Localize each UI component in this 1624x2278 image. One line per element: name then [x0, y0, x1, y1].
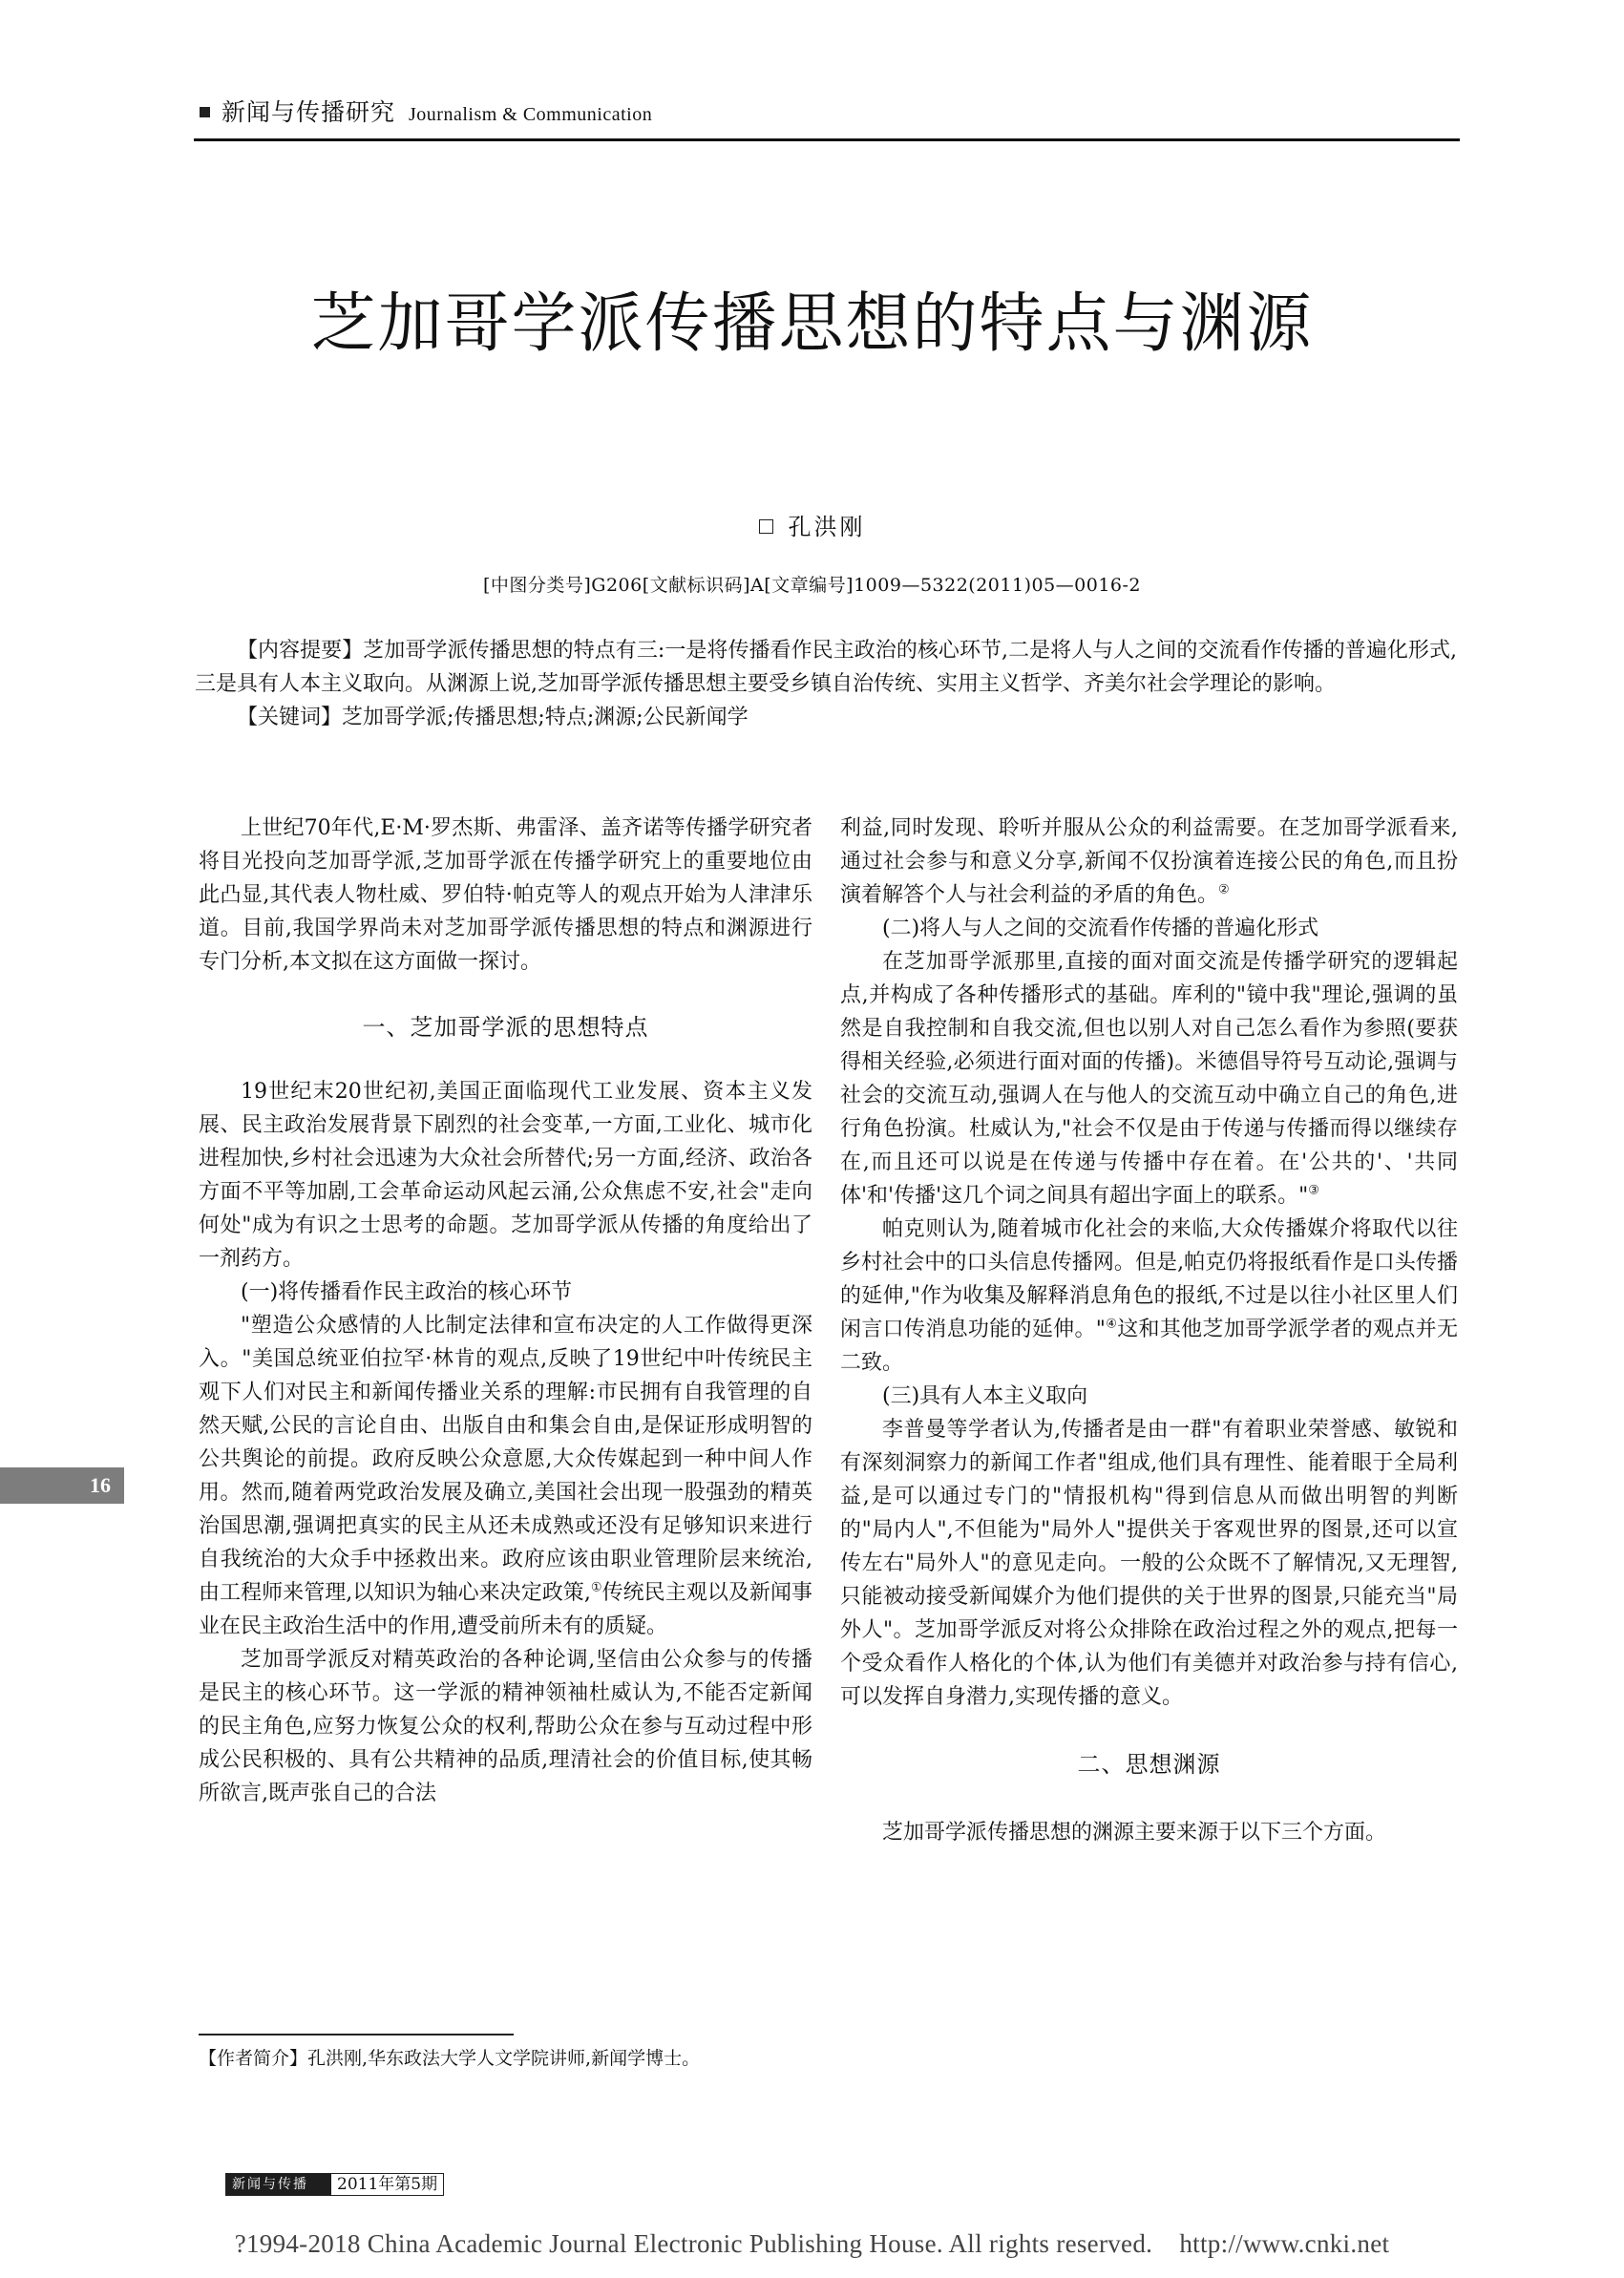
header-square-icon	[200, 107, 210, 117]
sub3-heading: (三)具有人本主义取向	[882, 1384, 1088, 1408]
sub2-paragraph-1	[840, 945, 1458, 1213]
journal-header	[221, 94, 652, 128]
page-number-tab: 16	[0, 1467, 124, 1504]
sub2-heading: (二)将人与人之间的交流看作传播的普遍化形式	[882, 917, 1319, 940]
right-paragraph-1	[840, 812, 1458, 912]
sub1-paragraph-1	[199, 1309, 812, 1643]
sub1-paragraph-2: 芝加哥学派反对精英政治的各种论调,坚信由公众参与的传播是民主的核心环节。这一学派的精神领袖杜威认为,不能否定新闻的民主角色,应努力恢复公众的权利,帮助公众在参与互动过程中形成公民积极的、具有公共精神的品质,理清社会的价值目标,使其畅所欲言,既声张自己的合法	[199, 1648, 812, 1805]
header-rule	[194, 138, 1460, 141]
abstract-keywords: 【关键词】芝加哥学派;传播思想;特点;渊源;公民新闻学	[237, 706, 749, 729]
sub2-text-end: 这和其他芝加哥学派学者的观点并无二致。	[840, 1318, 1458, 1375]
author-name: 孔洪刚	[788, 514, 866, 540]
author-box-icon	[759, 519, 773, 534]
section1-paragraph: 19世纪末20世纪初,美国正面临现代工业发展、资本主义发展、民主政治发展背景下剧烈的社会变革,一方面,工业化、城市化进程加快,乡村社会迅速为大众社会所替代;另一方面,经济、政治各方面不平等加剧,工会革命运动风起云涌,公众焦虑不安,社会"走向何处"成为有识之士思考的命题。芝加哥学派从传播的角度给出了一剂药方。	[199, 1080, 812, 1271]
abstract-block	[195, 634, 1457, 734]
footnote-ref-2: ②	[1218, 882, 1230, 897]
sub1-heading: (一)将传播看作民主政治的核心环节	[241, 1280, 573, 1304]
intro-paragraph: 上世纪70年代,E·M·罗杰斯、弗雷泽、盖齐诺等传播学研究者将目光投向芝加哥学派,芝加哥学派在传播学研究上的重要地位由此凸显,其代表人物杜威、罗伯特·帕克等人的观点开始为人津津乐道。目前,我国学界尚未对芝加哥学派传播思想的特点和渊源进行专门分析,本文拟在这方面做一探讨。	[199, 816, 812, 974]
footnote-ref-3: ③	[1308, 1183, 1319, 1198]
right-column	[840, 812, 1458, 1849]
right-p1-text: 利益,同时发现、聆听并服从公众的利益需要。在芝加哥学派看来,通过社会参与和意义分享,新闻不仅扮演着连接公民的角色,而且扮演着解答个人与社会利益的矛盾的角色。	[840, 816, 1458, 907]
journal-name-en: Journalism & Communication	[409, 104, 653, 125]
journal-name-cn: 新闻与传播研究	[221, 98, 396, 126]
left-column	[199, 812, 812, 1810]
sub2-text: 在芝加哥学派那里,直接的面对面交流是传播学研究的逻辑起点,并构成了各种传播形式的基础。库利的"镜中我"理论,强调的虽然是自我控制和自我交流,但也以别人对自己怎么看作为参照(要获得相关经验,必须进行面对面的传播)。米德倡导符号互动论,强调与社会的交流互动,强调人在与他人的交流互动中确立自己的角色,进行角色扮演。杜威认为,"社会不仅是由于传递与传播而得以继续存在,而且还可以说是在传递与传播中存在着。在'公共的'、'共同体'和'传播'这几个词之间具有超出字面上的联系。"	[840, 950, 1458, 1208]
section2-paragraph: 芝加哥学派传播思想的渊源主要来源于以下三个方面。	[882, 1821, 1387, 1845]
footnote-ref-1: ①	[590, 1580, 602, 1595]
abstract-summary: 【内容提要】芝加哥学派传播思想的特点有三:一是将传播看作民主政治的核心环节,二是将人与人之间的交流看作传播的普遍化形式,三是具有人本主义取向。从渊源上说,芝加哥学派传播思想主要受乡镇自治传统、实用主义哲学、齐美尔社会学理论的影响。	[195, 639, 1457, 696]
sub1-text: "塑造公众感情的人比制定法律和宣布决定的人工作做得更深入。"美国总统亚伯拉罕·林肯的观点,反映了19世纪中叶传统民主观下人们对民主和新闻传播业关系的理解:市民拥有自我管理的自然天赋,公民的言论自由、出版自由和集会自由,是保证形成明智的公共舆论的前提。政府反映公众意愿,大众传媒起到一种中间人作用。然而,随着两党政治发展及确立,美国社会出现一股强劲的精英治国思潮,强调把真实的民主从还未成熟或还没有足够知识来进行自我统治的大众手中拯救出来。政府应该由职业管理阶层来统治,由工程师来管理,以知识为轴心来决定政策,	[199, 1314, 812, 1605]
sub3-paragraph: 李普曼等学者认为,传播者是由一群"有着职业荣誉感、敏锐和有深刻洞察力的新闻工作者"组成,他们具有理性、能着眼于全局利益,是可以通过专门的"情报机构"得到信息从而做出明智的判断的"局内人",不但能为"局外人"提供关于客观世界的图景,还可以宣传左右"局外人"的意见走向。一般的公众既不了解情况,又无理智,只能被动接受新闻媒介为他们提供的关于世界的图景,只能充当"局外人"。芝加哥学派反对将公众排除在政治过程之外的观点,把每一个受众看作人格化的个体,认为他们有美德并对政治参与持有信心,可以发挥自身潜力,实现传播的意义。	[840, 1418, 1458, 1709]
section2-heading: 二、思想渊源	[1077, 1751, 1221, 1778]
classification-line: [中图分类号]G206[文献标识码]A[文章编号]1009—5322(2011)05—0016-2	[482, 575, 1142, 596]
issue-label	[225, 2173, 444, 2196]
copyright-line: ?1994-2018 China Academic Journal Electronic Publishing House. All rights reserved. http://www.cnki.net	[234, 2229, 1390, 2258]
footnote-ref-4: ④	[1105, 1317, 1118, 1332]
journal-logo: 新闻与传播	[226, 2174, 331, 2195]
article-title: 芝加哥学派传播思想的特点与渊源	[310, 286, 1314, 362]
section1-heading: 一、芝加哥学派的思想特点	[362, 1014, 649, 1041]
footnote-rule	[199, 2034, 514, 2035]
sub2-text-2: 帕克则认为,随着城市化社会的来临,大众传播媒介将取代以往乡村社会中的口头信息传播网。但是,帕克仍将报纸看作是口头传播的延伸,"作为收集及解释消息角色的报纸,不过是以往小社区里人们闲言口传消息功能的延伸。"	[840, 1217, 1458, 1341]
author-line	[0, 508, 1624, 541]
issue-text: 2011年第5期	[337, 2175, 438, 2194]
author-footnote: 【作者简介】孔洪刚,华东政法大学人文学院讲师,新闻学博士。	[199, 2048, 701, 2069]
sub1-text-end: 传统民主观以及新闻事业在民主政治生活中的作用,遭受前所未有的质疑。	[199, 1581, 812, 1638]
sub2-paragraph-2	[840, 1213, 1458, 1380]
